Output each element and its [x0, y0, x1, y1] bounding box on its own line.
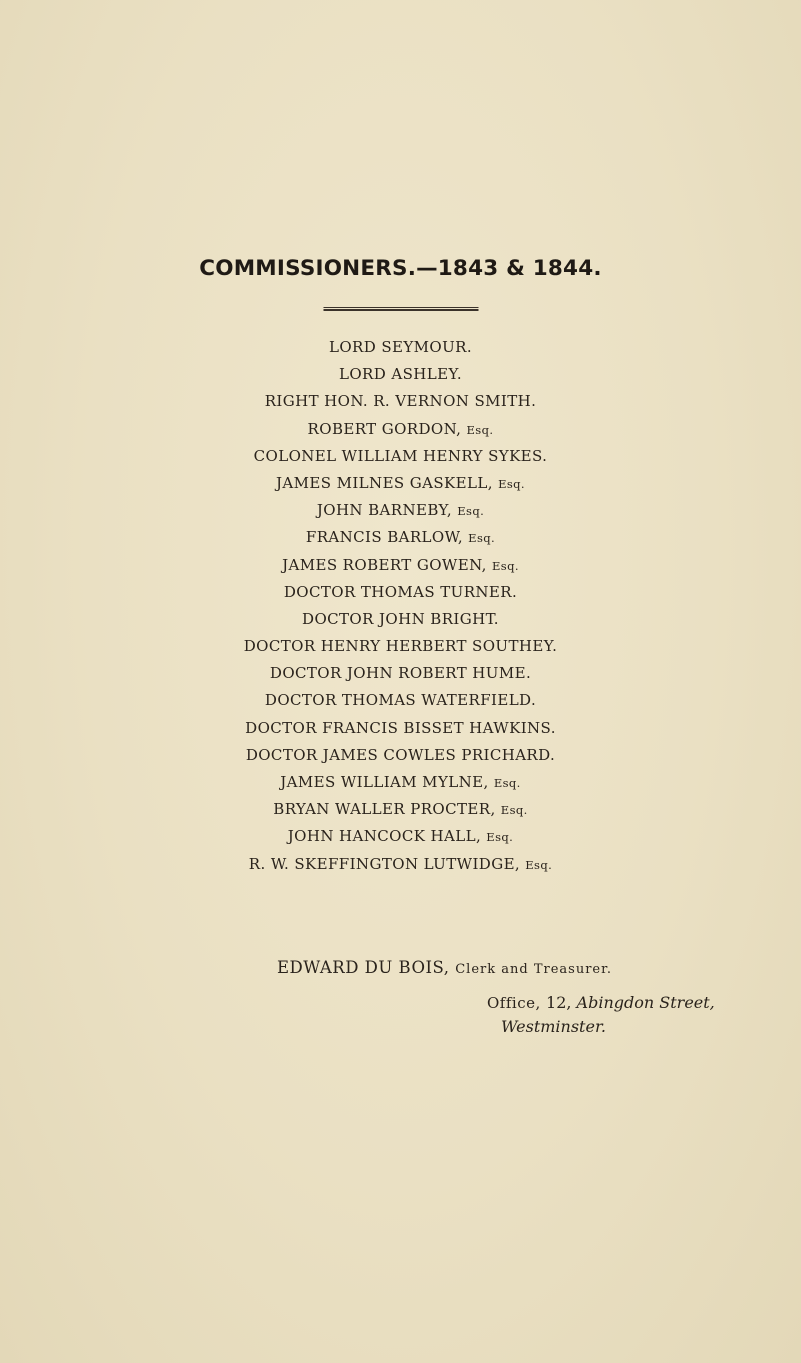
commissioner-name: R. W. SKEFFINGTON LUTWIDGE, Esq.: [248, 854, 553, 873]
commissioner-name: DOCTOR HENRY HERBERT SOUTHEY.: [243, 637, 558, 656]
commissioner-name: BRYAN WALLER PROCTER, Esq.: [273, 800, 528, 819]
commissioner-name: JAMES WILLIAM MYLNE, Esq.: [280, 773, 521, 791]
commissioner-name: JOHN HANCOCK HALL, Esq.: [287, 827, 514, 846]
commissioner-name: DOCTOR THOMAS WATERFIELD.: [264, 691, 537, 710]
commissioner-name: ROBERT GORDON, Esq.: [307, 419, 494, 438]
commissioner-name: LORD ASHLEY.: [339, 365, 462, 384]
commissioner-name: DOCTOR THOMAS TURNER.: [283, 582, 518, 601]
commissioner-name: DOCTOR JOHN ROBERT HUME.: [269, 664, 532, 683]
clerk-name: EDWARD DU BOIS,: [276, 958, 456, 977]
commissioner-name: JAMES ROBERT GOWEN, Esq.: [282, 555, 519, 574]
commissioner-name: FRANCIS BARLOW, Esq.: [305, 528, 496, 547]
office-number: 12,: [546, 993, 577, 1012]
commissioner-name: RIGHT HON. R. VERNON SMITH.: [264, 392, 537, 411]
commissioner-name: JAMES MILNES GASKELL, Esq.: [276, 473, 525, 492]
office-address: [487, 991, 715, 1038]
commissioner-name: COLONEL WILLIAM HENRY SYKES.: [253, 446, 548, 465]
commissioner-name: DOCTOR JAMES COWLES PRICHARD.: [245, 745, 556, 764]
commissioner-name: DOCTOR JOHN BRIGHT.: [302, 609, 499, 628]
office-street: Abingdon Street,: [576, 993, 715, 1012]
office-district: Westminster.: [501, 1017, 606, 1036]
page-title: COMMISSIONERS.—1843 & 1844.: [199, 256, 602, 281]
commissioner-list: [0, 334, 801, 878]
commissioner-name: LORD SEYMOUR.: [328, 338, 473, 356]
clerk-line: [0, 958, 801, 977]
office-label: Office,: [487, 994, 547, 1012]
commissioner-name: JOHN BARNEBY, Esq.: [316, 501, 485, 520]
title-divider: [323, 307, 478, 311]
commissioner-name: DOCTOR FRANCIS BISSET HAWKINS.: [245, 718, 556, 737]
clerk-role: Clerk and Treasurer.: [455, 962, 613, 977]
